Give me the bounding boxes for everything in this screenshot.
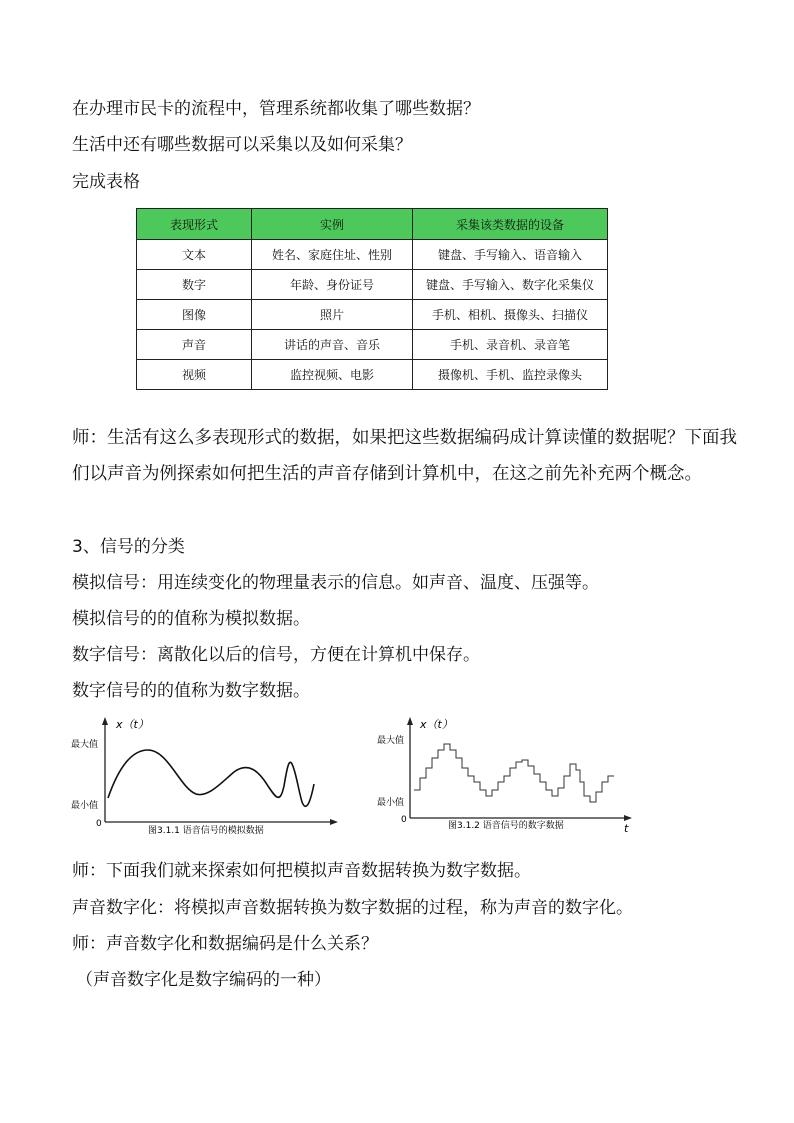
max-value-label: 最大值 <box>71 740 99 750</box>
y-axis-arrow <box>407 717 413 725</box>
y-axis-label: x（t） <box>116 718 149 731</box>
figure-caption: 图3.1.2 语音信号的数字数据 <box>448 821 564 831</box>
table-cell: 声音 <box>137 330 252 360</box>
table-row <box>137 240 608 270</box>
table-cell: 键盘、手写输入、语音输入 <box>413 240 608 270</box>
table-cell: 文本 <box>137 240 252 270</box>
table-cell: 数字 <box>137 270 252 300</box>
figure-caption: 图3.1.1 语音信号的模拟数据 <box>148 826 264 836</box>
table-row <box>137 300 608 330</box>
x-axis-arrow <box>330 819 338 825</box>
min-value-label: 最小值 <box>377 798 405 808</box>
intro-line-1: 在办理市民卡的流程中，管理系统都收集了哪些数据？ <box>72 99 480 119</box>
table-cell: 手机、录音机、录音笔 <box>413 330 608 360</box>
analog-wave <box>108 750 314 806</box>
analog-signal-figure <box>62 712 352 842</box>
table-header-row <box>137 209 608 240</box>
table-cell: 键盘、手写输入、数字化采集仪 <box>413 270 608 300</box>
origin-label: 0 <box>401 815 407 825</box>
origin-label: 0 <box>96 819 102 829</box>
table-cell: 图像 <box>137 300 252 330</box>
table-header: 采集该类数据的设备 <box>413 209 608 240</box>
teacher-paragraph: 师：生活有这么多表现形式的数据，如果把这些数据编码成计算读懂的数据呢？下面我们以声音为例探索如何把生活的声音存储到计算机中，在这之前先补充两个概念。 <box>72 428 737 484</box>
table-cell: 讲话的声音、音乐 <box>252 330 413 360</box>
table-cell: 摄像机、手机、监控录像头 <box>413 360 608 390</box>
table-header: 实例 <box>252 209 413 240</box>
definition-line-2: 模拟信号的的值称为模拟数据。 <box>72 609 310 629</box>
closing-line-3: 师：声音数字化和数据编码是什么关系？ <box>72 934 378 954</box>
min-value-label: 最小值 <box>71 801 99 811</box>
data-collection-table <box>136 208 608 390</box>
closing-line-2: 声音数字化：将模拟声音数据转换为数字数据的过程，称为声音的数字化。 <box>72 898 633 918</box>
table-row <box>137 360 608 390</box>
closing-line-4: （声音数字化是数字编码的一种） <box>76 970 331 990</box>
table-cell: 监控视频、电影 <box>252 360 413 390</box>
x-axis-arrow <box>624 815 632 821</box>
definition-line-4: 数字信号的的值称为数字数据。 <box>72 681 310 701</box>
table-cell: 年龄、身份证号 <box>252 270 413 300</box>
t-axis-label: t <box>624 822 629 835</box>
y-axis-arrow <box>102 717 108 725</box>
intro-line-2: 生活中还有哪些数据可以采集以及如何采集？ <box>72 135 412 155</box>
table-header: 表现形式 <box>137 209 252 240</box>
definition-line-3: 数字信号：离散化以后的信号，方便在计算机中保存。 <box>72 645 480 665</box>
closing-line-1: 师：下面我们就来探索如何把模拟声音数据转换为数字数据。 <box>72 861 531 881</box>
y-axis-label: x（t） <box>420 718 453 731</box>
intro-line-3: 完成表格 <box>72 172 140 192</box>
table-cell: 姓名、家庭住址、性别 <box>252 240 413 270</box>
digital-step-wave <box>414 744 614 802</box>
max-value-label: 最大值 <box>377 736 405 746</box>
table-cell: 照片 <box>252 300 413 330</box>
digital-signal-figure <box>364 712 654 842</box>
definition-line-1: 模拟信号：用连续变化的物理量表示的信息。如声音、温度、压强等。 <box>72 573 599 593</box>
section-title: 3、信号的分类 <box>72 537 185 557</box>
table-cell: 手机、相机、摄像头、扫描仪 <box>413 300 608 330</box>
table-row <box>137 330 608 360</box>
table-cell: 视频 <box>137 360 252 390</box>
table-row <box>137 270 608 300</box>
